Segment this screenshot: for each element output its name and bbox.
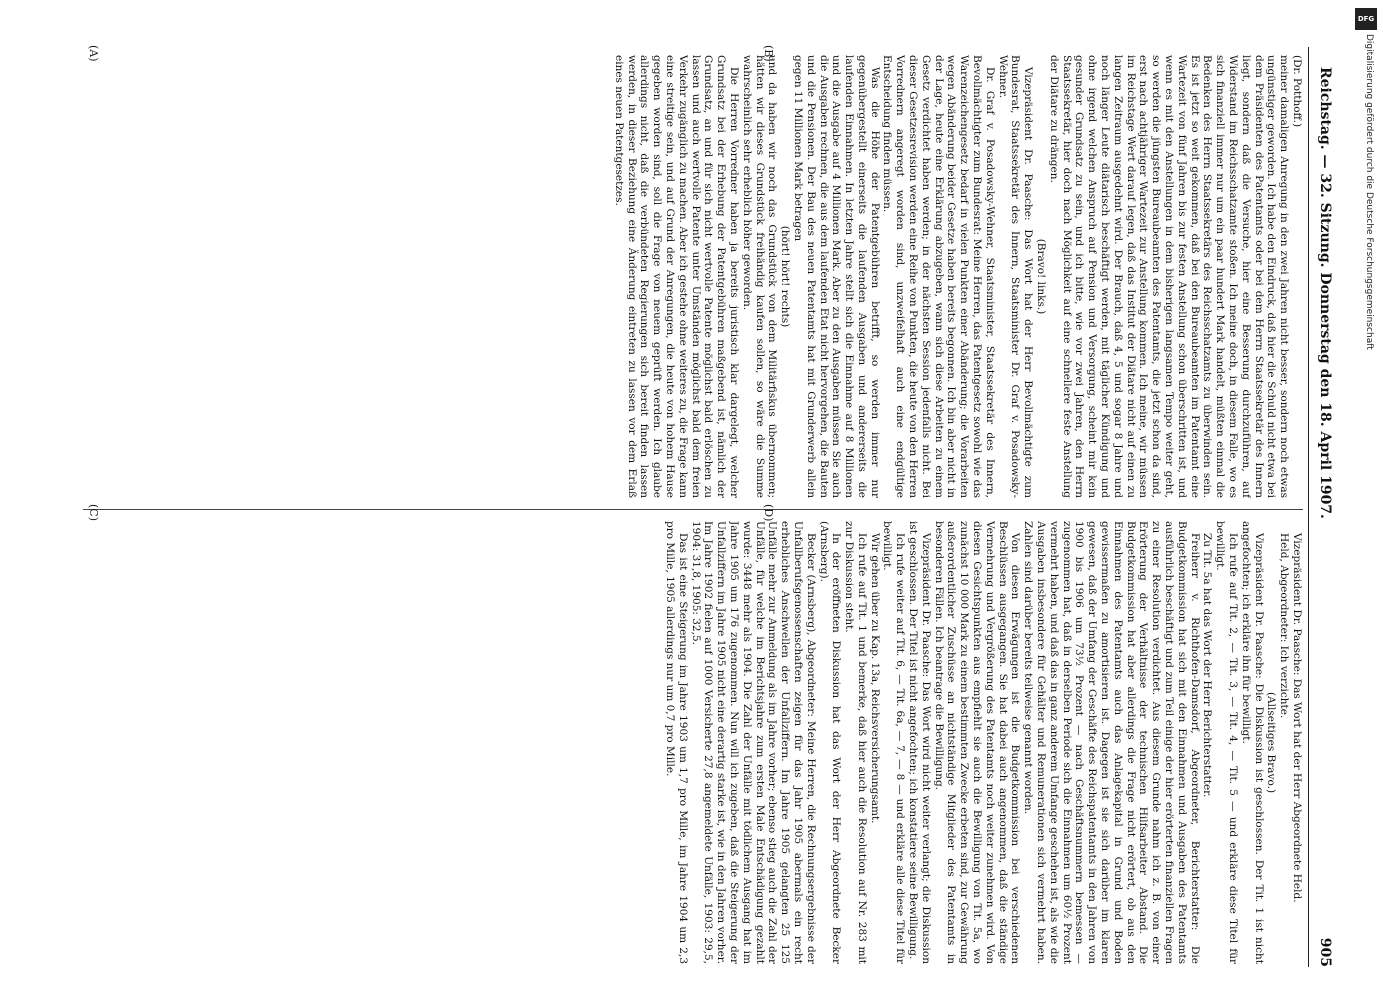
paragraph: Vizepräsident Dr. Paasche: Das Wort wird nicht weiter verlangt; die Diskussion ist geschlossen. Der Titel ist nicht angefochten; ich konstatiere seine Bewilligung. xyxy=(907,521,932,964)
paragraph: Ich rufe weiter auf Tit. 6, — Tit. 6a, — 7, — 8 — und erkläre alle diese Titel für bewilligt. xyxy=(881,521,907,964)
paragraph: Zu Tit. 5a hat das Wort der Herr Berichterstatter. xyxy=(1201,533,1214,798)
paragraph: Was die Höhe der Patentgebühren betrifft, so werden immer nur gegenübergestellt einerseits die laufenden Ausgaben und andererseits die laufenden Einnahmen. In letzten Jahre stellt sich die Einnahme auf 8 Millionen und die Ausgabe auf 4 Millionen Mark. Aber zu den Ausgaben müssen Sie auch die Ausgaben rechnen, die aus dem laufenden Etat nicht hervorgehen, die Bauten und die Pensionen. Der Bau des neuen Patentamts hat mit Grunderwerb allein gegen 11 Millionen Mark betragen xyxy=(791,55,881,498)
interjection: (Allseitiges Bravo.) xyxy=(1265,691,1278,794)
paragraph: Das ist eine Steigerung im Jahre 1903 um 1,7 pro Mille, im Jahre 1904 um 2,3 pro Mille, 1905 allerdings nur um 0,7 pro Mille. xyxy=(663,521,689,964)
paragraph: und da haben wir noch das Grundstück von dem Militärfiskus übernommen; hätten wir dieses Grundstück freihändig kaufen sollen, so wäre die Summe wahrscheinlich sehr erheblich höher geworden. xyxy=(740,55,779,498)
paragraph: Vizepräsident Dr. Paasche: Das Wort hat der Herr Abgeordnete Held. xyxy=(1291,533,1303,903)
watermark-text: Digitalisierung gefördert durch die Deutsche Forschungsgemeinschaft xyxy=(1364,34,1374,350)
paragraph: Von diesen Erwägungen ist die Budgetkommission bei verschiedenen Beschlüssen ausgegangen. Sie hat dabei auch angenommen, daß die ständige Vermehrung und Vergrößerung des Patentamts noch weiter zunehmen wird. Von diesen Gesichtspunkten aus empfiehlt sie auch die Bewilligung von Tit. 5a, wo zunächst 10 000 Mark zu einem bestimmten Zwecke erbeten sind, zur Gewährung außerordentlicher Zuschüsse an nichtständige Mitglieder des Patentamts in besonderen Fällen. Ich beantrage die Bewilligung. xyxy=(932,521,1022,964)
right-column xyxy=(78,521,1303,964)
header-rule xyxy=(1308,47,1309,967)
funding-watermark xyxy=(1355,8,1377,858)
paragraph: Vizepräsident Dr. Paasche: Die Diskussion ist geschlossen. Der Tit. 1 ist nicht angefochten; ich erkläre ihn für bewilligt. xyxy=(1239,521,1265,964)
paragraph: Held, Abgeordneter: Ich verzichte. xyxy=(1278,533,1291,719)
margin-marker-d: (D) xyxy=(762,504,775,522)
margin-marker-c: (C) xyxy=(87,504,100,521)
margin-marker-b: (B) xyxy=(762,45,775,62)
rotated-page xyxy=(75,47,1335,967)
paragraph: Die Herren Vorredner haben ja bereits juristisch klar dargelegt, welcher Grundsatz bei der Erhebung der Patentgebühren maßgebend ist, nämlich der Grundsatz, an und für sich nicht wertvolle Patente möglichst bald erlöschen zu lassen und auch wertvolle Patente unter Umständen möglichst bald dem freien Verkehr zugänglich zu machen. Aber ich gestehe ohne weiteres zu, die Frage kann eine streitige sein, und auf Grund der Anregungen, die heute von hohem Hause gegeben worden sind, soll die Frage von neuem geprüft werden. Ich glaube allerdings nicht, daß die verbündeten Regierungen sich bereit finden lassen werden, in dieser Beziehung eine Änderung eintreten zu lassen vor dem Erlaß eines neuen Patentgesetzes. xyxy=(612,55,740,498)
paragraph: Ich rufe auf Tit. 2, — Tit. 3, — Tit. 4, — Tit. 5 — und erkläre diese Titel für bewilligt. xyxy=(1214,521,1240,964)
paragraph: Wir gehen über zu Kap. 13a, Reichsversicherungsamt. xyxy=(868,533,881,824)
paragraph: Vizepräsident Dr. Paasche: Das Wort hat der Herr Bevollmächtigte zum Bundesrat, Staatssekretär des Innern, Staatsminister Dr. Graf v. Posadowsky-Wehner. xyxy=(996,55,1035,498)
page-header xyxy=(1309,47,1333,967)
paragraph: meiner damaligen Anregung in den zwei Jahren nicht besser, sondern noch etwas ungünstiger geworden. Ich habe den Eindruck, daß hier die Schuld nicht etwa bei dem Präsidenten des Patentamts oder bei dem Herrn Staatssekretär des Innern liegt, sondern daß die Versuche, hier eine Besserung durchzuführen, auf Widerstand im Reichsschatzamte stoßen. Ich meine doch, in diesem Falle, wo es sich finanziell immer nur um ein paar hundert Mark handelt, müßten einmal die Bedenken des Herrn Staatssekretärs des Reichsschatzamts zu überwinden sein. Es ist jetzt so weit gekommen, daß bei den Bureaubeamten im Patentamt eine Wartezeit von fünf Jahren bis zur festen Anstellung schon überschritten ist, und wenn es mit den Anstellungen in dem bisherigen langsamen Tempo weiter geht, so werden die jüngsten Bureaubeamten des Patentamts, die jetzt schon da sind, erst nach achtjähriger Wartezeit zur Anstellung kommen. Ich meine, wir müssen im Reichstage Wert darauf legen, daß das Institut der Diätare nicht auf einen zu langen Zeitraum ausgedehnt wird. Der Brauch, daß 4, 5 und sogar 8 Jahre und noch länger Leute diätarisch beschäftigt werden, mit täglicher Kündigung und ohne irgend welchen Anspruch auf Pension und Versorgung, scheint mir kein gesunder Grundsatz zu sein, und ich bitte, wie vor zwei Jahren, den Herrn Staatssekretär, hier doch nach Möglichkeit auf eine schnellere feste Anstellung der Diätare zu drängen. xyxy=(1047,55,1291,498)
paragraph: Freiherr v. Richthofen-Damsdorf, Abgeordneter, Berichterstatter: Die Budgetkommission hat sich mit den Einnahmen und Ausgaben des Patentamts ausführlich beschäftigt und zum Teil einige der hier erörterten finanziellen Fragen zu einer Resolution verdichtet. Aus diesem Grunde nahm ich z. B. von einer Erörterung der Verhältnisse der technischen Hilfsarbeiter Abstand. Die Budgetkommission hat aber allerdings die Frage nicht erörtert, ob aus den Einnahmen des Patentamts auch das Anlagekapital in Grund und Boden gewissermaßen zu amortisieren ist. Dagegen ist sie sich darüber im klaren gewesen, daß der Umfang der Geschäfte des Reichspatentamts in den Jahren von 1900 bis 1906 um 73½ Prozent — nach Geschäftsnummern bemessen — zugenommen hat, daß in derselben Periode sich die Einnahmen um 60½ Prozent vermehrt haben, und daß das in ganz anderem Umfange geschehen ist, als wie die Ausgaben insbesondere für Gehälter und Remunerationen sich vermehrt haben. Zahlen sind darüber bereits teilweise genannt worden. xyxy=(1022,521,1201,964)
margin-marker-a: (A) xyxy=(87,45,100,62)
interjection: (hört! hört! rechts) xyxy=(779,225,792,328)
speaker-note: (Dr. Potthoff.) xyxy=(1291,55,1303,128)
left-column xyxy=(78,55,1303,498)
paragraph: In der eröffneten Diskussion hat das Wort der Herr Abgeordnete Becker (Arnsberg). xyxy=(817,521,843,964)
dfg-logo: DFG xyxy=(1355,8,1377,30)
column-separator xyxy=(83,509,1303,510)
interjection: (Bravo! links.) xyxy=(1035,238,1048,315)
running-title: Reichstag. — 32. Sitzung. Donnerstag den 18. April 1907. xyxy=(1317,67,1333,519)
page-number: 905 xyxy=(1317,937,1333,967)
paragraph: Dr. Graf v. Posadowsky-Wehner, Staatsminister, Staatssekretär des Innern, Bevollmächtigter zum Bundesrat: Meine Herren, das Patentgesetz sowohl wie das Warenzeichengesetz bedarf in vielen Punkten einer Abänderung; die Vorarbeiten wegen Abänderung beider Gesetze haben bereits begonnen. Ich bin aber nicht in der Lage, heute eine Erklärung abzugeben, wann sich diese Arbeiten zu einem Gesetz verdichtet haben werden; in der nächsten Session jedenfalls nicht. Bei dieser Gesetzesrevision werden eine Reihe von Punkten, die heute von den Herren Vorrednern angeregt worden sind, unzweifelhaft auch eine endgültige Entscheidung finden müssen. xyxy=(881,55,996,498)
paragraph: Becker (Arnsberg), Abgeordneter: Meine Herren, die Rechnungsergebnisse der Unfallberufsgenossenschaften zeigen für das Jahr 1905 abermals ein recht erhebliches Anschwellen der Unfallziffern. Im Jahre 1905 gelangten 25 125 Unfälle mehr zur Anmeldung als im Jahre vorher; ebenso stieg auch die Zahl der Unfälle, für welche im Berichtsjahre zum ersten Male Entschädigung gezahlt wurde: 3448 mehr als 1904. Die Zahl der Unfälle mit tödlichem Ausgang hat im Jahre 1905 um 176 zugenommen. Nun will ich zugeben, daß die Steigerung der Unfallziffern im Jahre 1905 nicht eine derartig starke ist, wie in den Jahren vorher. Im Jahre 1902 fielen auf 1000 Versicherte 27,8 angemeldete Unfälle, 1903: 29,5, 1904: 31,8, 1905: 32,5. xyxy=(689,521,817,964)
paragraph: Ich rufe auf Tit. 1 und bemerke, daß hier auch die Resolution auf Nr. 283 mit zur Diskussion steht. xyxy=(843,521,868,964)
